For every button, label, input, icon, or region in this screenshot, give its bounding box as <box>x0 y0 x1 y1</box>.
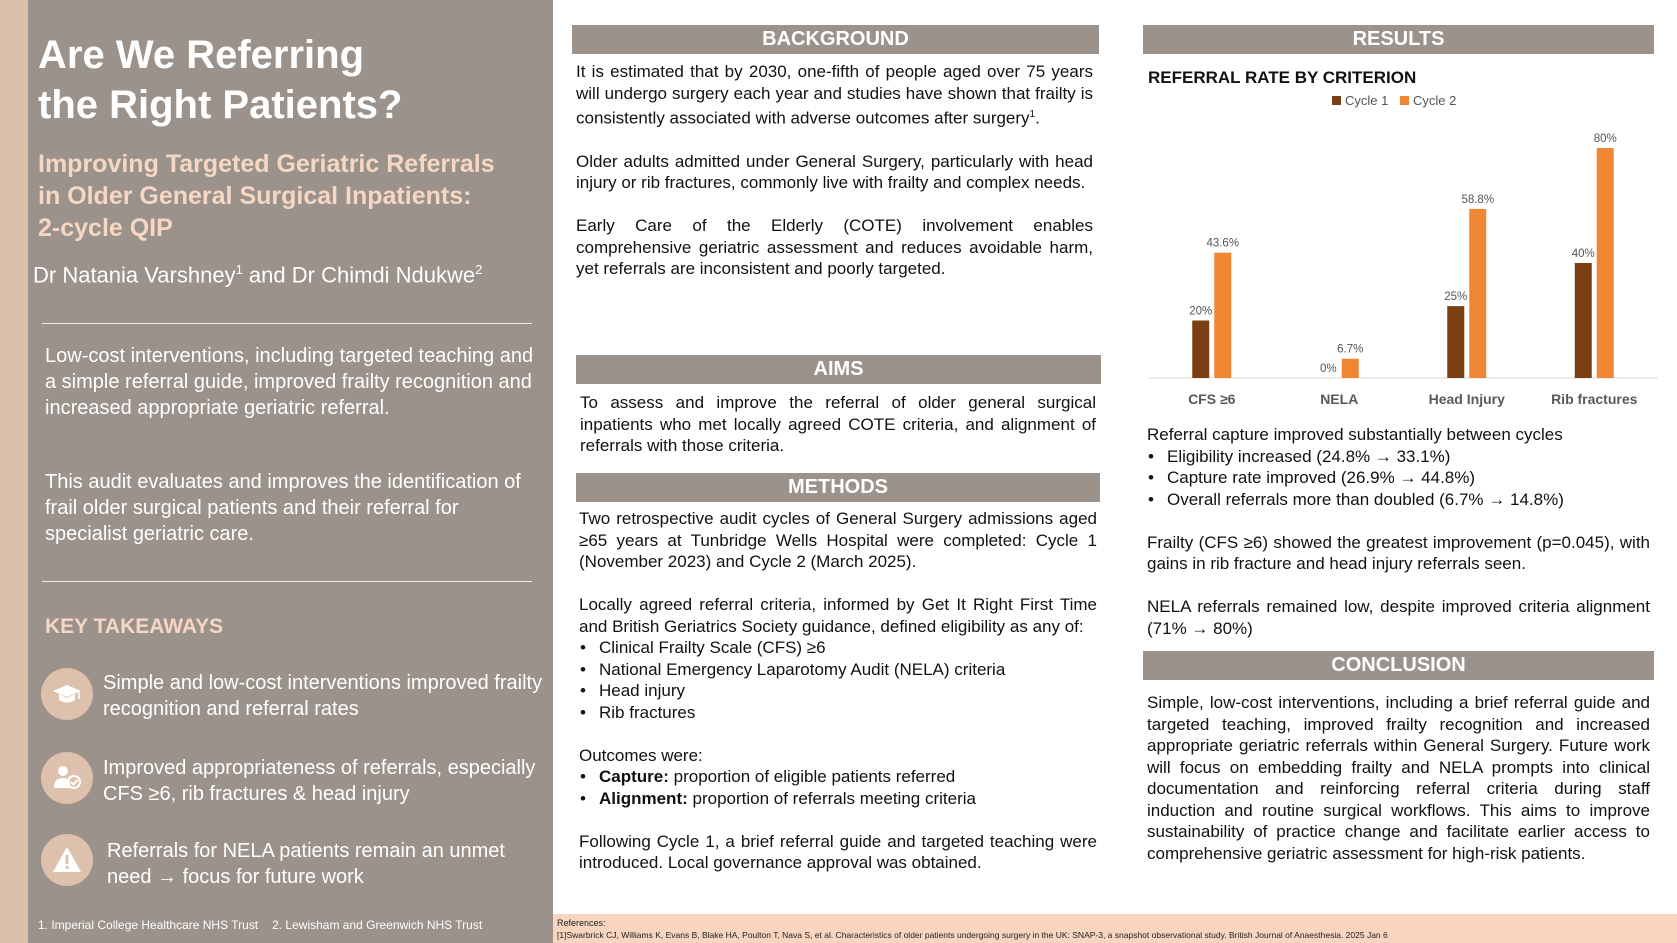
data-label: 25% <box>1444 291 1468 304</box>
left-panel <box>28 0 553 943</box>
results-paragraph-3: NELA referrals remained low, despite improved criteria alignment (71% → 80%) <box>1147 597 1650 638</box>
outcome-label: Capture: <box>599 767 669 786</box>
divider <box>42 323 532 324</box>
data-label: 20% <box>1189 305 1213 318</box>
methods-section <box>579 508 1097 874</box>
background-heading: BACKGROUND <box>572 25 1099 54</box>
background-section <box>576 61 1093 280</box>
summary-paragraph-1: Low-cost interventions, including targeted teaching and a simple referral guide, improved frailty recognition and increased appropriate geriatric referral. <box>45 345 534 419</box>
warning-icon <box>41 834 93 886</box>
poster-subtitle <box>38 148 543 244</box>
methods-heading: METHODS <box>576 473 1100 502</box>
affiliation-1: 1. Imperial College Healthcare NHS Trust <box>38 918 259 932</box>
category-label: Head Injury <box>1428 391 1505 407</box>
category-label: Rib fractures <box>1551 391 1638 407</box>
outcome-label: Alignment: <box>599 788 688 808</box>
bar-2-3 <box>1469 209 1486 378</box>
conclusion-text: Simple, low-cost interventions, including a brief referral guide and targeted teaching, improved frailty recognition and increased appropriate geriatric referrals within General Surgery. Future work will focus on embedding frailty and NELA prompts into clinical documentation and reinforcing referral criteria during staff induction and routine surgical workflows. This aims to improve sustainability of practice change and facilitate earlier access to comprehensive geriatric assessment for high-risk patients. <box>1147 693 1650 863</box>
outcomes-intro: Outcomes were: <box>579 745 703 765</box>
people-referral-icon <box>41 752 93 804</box>
takeaway-1: Simple and low-cost interventions improved frailty recognition and referral rates <box>103 672 543 720</box>
conclusion-heading: CONCLUSION <box>1143 651 1654 680</box>
data-label: 40% <box>1571 248 1595 260</box>
data-label: 6.7% <box>1337 343 1364 356</box>
methods-paragraph-2: Locally agreed referral criteria, informed by Get It Right First Time and British Geriatrics Society guidance, defined eligibility as any of: <box>579 595 1097 636</box>
results-list <box>1147 446 1650 511</box>
legend-swatch <box>1400 96 1409 105</box>
subtitle-line-2: in Older General Surgical Inpatients: <box>38 182 472 210</box>
poster-title <box>38 30 538 130</box>
bar-2-2 <box>1342 359 1359 378</box>
takeaway-3: Referrals for NELA patients remain an unmet need → focus for future work <box>107 840 505 888</box>
criteria-item: • National Emergency Laparotomy Audit (NELA) criteria <box>579 659 1097 681</box>
bar-1-3 <box>1447 306 1464 378</box>
results-intro: Referral capture improved substantially between cycles <box>1147 425 1563 444</box>
author-1: Dr Natania Varshney <box>33 262 236 288</box>
data-label: 80% <box>1593 133 1617 145</box>
criteria-list <box>579 637 1097 723</box>
legend-cycle-1 <box>1332 93 1388 108</box>
methods-paragraph-4: Following Cycle 1, a brief referral guide and targeted teaching were introduced. Local governance approval was obtained. <box>579 831 1097 872</box>
criteria-item: • Rib fractures <box>579 702 1097 724</box>
results-heading: RESULTS <box>1143 25 1654 54</box>
referral-rate-chart <box>1143 115 1663 415</box>
aims-text: To assess and improve the referral of older general surgical inpatients who met locally agreed COTE criteria, and alignment of referrals with those criteria. <box>580 393 1096 455</box>
results-item: • Eligibility increased (24.8% → 33.1%) <box>1147 446 1650 468</box>
background-p1-end: . <box>1035 108 1040 128</box>
graduation-cap-icon <box>41 668 93 720</box>
category-label: NELA <box>1320 391 1359 407</box>
data-label: 0% <box>1319 363 1337 375</box>
citation-1: 1 <box>1029 109 1036 120</box>
authors <box>33 256 548 289</box>
key-takeaways-title: KEY TAKEAWAYS <box>45 615 224 638</box>
affiliations <box>38 918 496 932</box>
outcome-item <box>579 766 1097 788</box>
chart-legend <box>1332 93 1464 108</box>
bar-2-1 <box>1214 253 1231 378</box>
affiliation-2: 2. Lewisham and Greenwich NHS Trust <box>272 918 483 932</box>
chart-title: REFERRAL RATE BY CRITERION <box>1148 68 1417 87</box>
data-label: 58.8% <box>1461 193 1495 206</box>
references-bar <box>553 914 1677 943</box>
references-label: References: <box>557 918 606 928</box>
outcomes-list <box>579 766 1097 809</box>
bar-2-4 <box>1597 148 1614 378</box>
bar-1-1 <box>1192 321 1209 379</box>
reference-1: [1]Swarbrick CJ, Williams K, Evans B, Blake HA, Poulton T, Nava S, et al. Characteristics of older patients undergoing surgery in the UK: SNAP-3, a snapshot observational study. British Journal of Anaesthesia. 2025 Jan 6 <box>557 930 1388 940</box>
title-line-2: the Right Patients? <box>38 83 403 127</box>
methods-paragraph-1: Two retrospective audit cycles of General Surgery admissions aged ≥65 years at Tunbridge Wells Hospital were completed: Cycle 1 (November 2023) and Cycle 2 (March 2025). <box>579 509 1097 571</box>
author-2: and Dr Chimdi Ndukwe <box>242 262 476 288</box>
title-line-1: Are We Referring <box>38 33 365 77</box>
author-2-affiliation: 2 <box>475 262 483 277</box>
criteria-item: • Clinical Frailty Scale (CFS) ≥6 <box>579 637 1097 659</box>
takeaway-2: Improved appropriateness of referrals, especially CFS ≥6, rib fractures & head injury <box>103 757 536 805</box>
legend-cycle-2 <box>1400 93 1456 108</box>
category-label: CFS ≥6 <box>1188 391 1236 407</box>
decorative-strip <box>0 0 28 943</box>
subtitle-line-3: 2-cycle QIP <box>38 214 173 242</box>
background-paragraph-1 <box>576 61 1093 129</box>
background-p1-text: It is estimated that by 2030, one-fifth of people aged over 75 years will undergo surgery each year and studies have shown that frailty is consistently associated with adverse outcomes after surgery <box>576 62 1093 128</box>
legend-label: Cycle 1 <box>1345 93 1389 108</box>
bar-1-4 <box>1575 263 1592 378</box>
outcome-item <box>579 788 1097 810</box>
summary-paragraph-2: This audit evaluates and improves the identification of frail older surgical patients and their referral for specialist geriatric care. <box>45 471 521 545</box>
legend-swatch <box>1332 96 1341 105</box>
background-paragraph-2: Older adults admitted under General Surgery, particularly with head injury or rib fractures, commonly live with frailty and complex needs. <box>576 151 1093 193</box>
aims-heading: AIMS <box>576 355 1101 384</box>
results-item: • Capture rate improved (26.9% → 44.8%) <box>1147 467 1650 489</box>
criteria-item: • Head injury <box>579 680 1097 702</box>
results-paragraph-2: Frailty (CFS ≥6) showed the greatest improvement (p=0.045), with gains in rib fracture and head injury referrals seen. <box>1147 532 1650 573</box>
legend-label: Cycle 2 <box>1412 93 1457 108</box>
divider <box>42 581 532 582</box>
background-paragraph-3: Early Care of the Elderly (COTE) involvement enables comprehensive geriatric assessment and reduces avoidable harm, yet referrals are inconsistent and poorly targeted. <box>576 216 1093 279</box>
outcome-text: proportion of eligible patients referred <box>668 767 956 786</box>
outcome-text: proportion of referrals meeting criteria <box>687 788 976 808</box>
author-1-affiliation: 1 <box>235 262 243 277</box>
results-item: • Overall referrals more than doubled (6.7% → 14.8%) <box>1147 489 1650 511</box>
results-section <box>1147 424 1650 639</box>
subtitle-line-1: Improving Targeted Geriatric Referrals <box>38 150 495 178</box>
data-label: 43.6% <box>1206 237 1240 250</box>
